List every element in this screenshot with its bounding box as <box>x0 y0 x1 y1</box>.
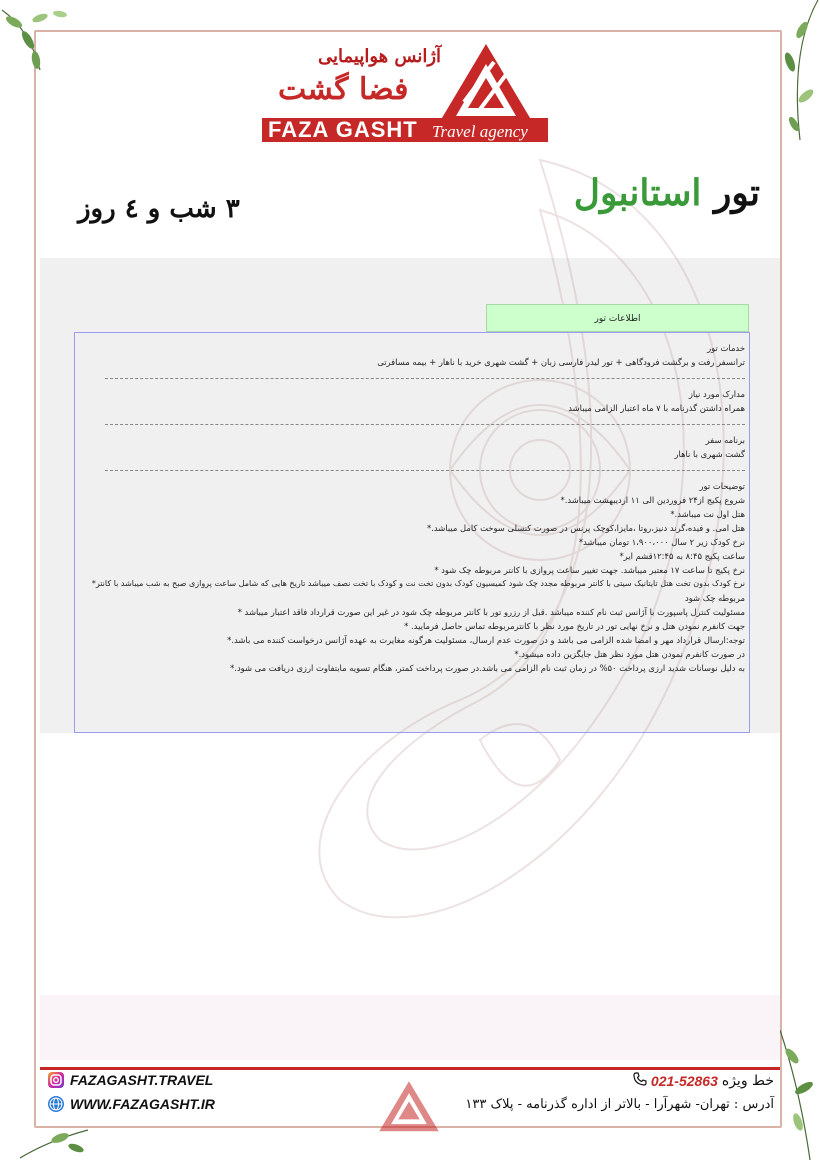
note-line: نرخ کودک بدون تخت هتل تایتانیک سیتی با کانتر مربوطه مجدد چک شود کمیسیون کودک بدون تخت نت و کودک با تخت نصف میباشد تاریخ هایی که شامل ساعت پروازی صبح به شب میباشد با کانتر* <box>91 579 745 588</box>
phone-icon <box>633 1072 647 1090</box>
instagram-link[interactable] <box>48 1072 213 1088</box>
section-divider <box>105 378 745 379</box>
documents-line: همراه داشتن گذرنامه با ۷ ماه اعتبار الزامی میباشد <box>568 403 745 413</box>
section-title-services: خدمات تور <box>707 343 745 353</box>
info-box <box>74 332 750 733</box>
note-line: توجه:ارسال قرارداد مهر و امضا شده الزامی می باشد و در صورت عدم ارسال، مسئولیت هرگونه مغایرت به عهده آژانس درخواست کننده می باشد.* <box>227 635 745 645</box>
note-line: در صورت کانفرم نمودن هتل مورد نظر هتل جایگزین داده میشود.* <box>514 649 745 659</box>
logo-name-fa: فضا گشت <box>278 72 409 107</box>
note-line: به دلیل نوسانات شدید ارزی پرداخت ۵۰% در زمان ثبت نام الزامی می باشد.در صورت پرداخت کمتر، هنگام تسویه مابتفاوت ارزی دریافت می شود.* <box>230 663 745 673</box>
leaf-decoration-top-left-icon <box>0 0 90 90</box>
leaf-decoration-top-right-icon <box>740 0 820 150</box>
tour-title <box>574 172 760 214</box>
section-divider <box>105 470 745 471</box>
bottom-background-band <box>40 995 780 1060</box>
logo-subtitle: آژانس هواپیمایی <box>318 46 442 67</box>
tour-title-prefix: تور <box>713 172 760 214</box>
website-url: WWW.FAZAGASHT.IR <box>70 1096 215 1112</box>
hotline-label: خط ویژه <box>721 1073 774 1089</box>
tour-duration: ۳ شب و ٤ روز <box>78 194 240 224</box>
itinerary-line: گشت شهری با ناهار <box>674 449 745 459</box>
logo-name-en: FAZA GASHT <box>268 117 418 142</box>
note-line: شروع پکیج از۲۴ فروردین الی ۱۱ اردیبهشت میباشد.* <box>560 495 745 505</box>
section-title-itinerary: برنامه سفر <box>705 435 745 445</box>
note-line: هتل امی. و فیده،گرند دنیز،روتا ،مایزا،کوچک پرنس در صورت کنسلی سوخت کامل میباشد.* <box>427 523 745 533</box>
footer-divider <box>40 1067 780 1070</box>
website-link[interactable] <box>48 1096 215 1112</box>
section-divider <box>105 424 745 425</box>
footer-logo-icon <box>378 1080 440 1136</box>
address: آدرس : تهران- شهرآرا - بالاتر از اداره گذرنامه - پلاک ۱۳۳ <box>465 1097 774 1112</box>
services-line: ترانسفر رفت و برگشت فرودگاهی + تور لیدر فارسی زبان + گشت شهری خرید با ناهار + بیمه مسافرتی <box>377 357 745 367</box>
section-title-documents: مدارک مورد نیاز <box>688 389 745 399</box>
tour-title-city: استانبول <box>573 172 702 214</box>
hotline-number[interactable]: 021-52863 <box>650 1073 718 1089</box>
note-line: نرخ پکیج تا ساعت ۱۷ معتبر میباشد. جهت تغییر ساعت پروازی با کانتر مربوطه چک شود * <box>434 565 745 575</box>
section-title-notes: توضیحات تور <box>699 481 745 491</box>
instagram-handle: FAZAGASHT.TRAVEL <box>70 1072 214 1088</box>
note-line: مسئولیت کنترل پاسپورت با آژانس ثبت نام کننده میباشد .قبل از رزرو تور با کانتر مربوطه چک شود در غیر این صورت قرارداد فاقد اعتبار میباشد * <box>237 607 745 617</box>
note-line: مربوطه چک شود <box>685 593 745 603</box>
leaf-decoration-bottom-left-icon <box>20 1120 90 1160</box>
note-line: نرخ کودک زیر ۲ سال ۱،۹۰۰،۰۰۰ تومان میباشد* <box>578 537 745 547</box>
note-line: هتل اول نت میباشد.* <box>670 509 745 519</box>
info-header: اطلاعات تور <box>486 304 749 332</box>
hotline <box>633 1072 774 1090</box>
note-line: ساعت پکیج ۸:۴۵ به ۱۲:۴۵قشم ایر* <box>619 551 745 561</box>
note-line: جهت کانفرم نمودن هتل و نرخ نهایی تور در تاریخ مورد نظر با کانترمربوطه تماس حاصل فرمایید. * <box>404 621 745 631</box>
logo-tagline: Travel agency <box>432 122 528 141</box>
globe-icon <box>48 1096 64 1112</box>
instagram-icon <box>48 1072 64 1088</box>
